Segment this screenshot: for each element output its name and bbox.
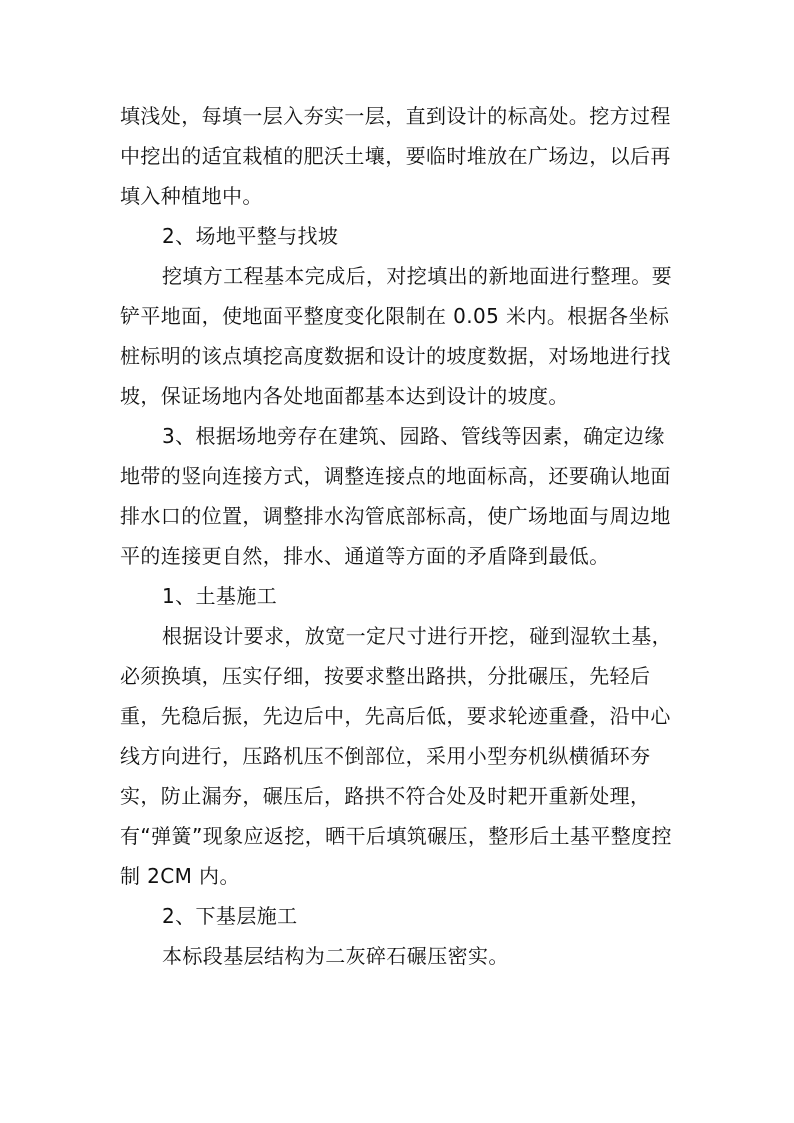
- paragraph-edge-connection: 3、根据场地旁存在建筑、园路、管线等因素，确定边缘地带的竖向连接方式，调整连接点的地面标高，还要确认地面排水口的位置，调整排水沟管底部标高，使广场地面与周边地平的连接更自然，排水、通道等方面的矛盾降到最低。: [120, 424, 671, 568]
- document-body: [120, 96, 680, 976]
- paragraph-fill-continuation: 填浅处，每填一层入夯实一层，直到设计的标高处。挖方过程中挖出的适宜栽植的肥沃土壤，要临时堆放在广场边，以后再填入种植地中。: [120, 104, 671, 208]
- section-heading-subgrade: 1、土基施工: [162, 584, 278, 608]
- section-heading-subbase: 2、下基层施工: [162, 904, 298, 928]
- paragraph-subgrade: 根据设计要求，放宽一定尺寸进行开挖，碰到湿软土基，必须换填，压实仔细，按要求整出路拱，分批碾压，先轻后重，先稳后振，先边后中，先高后低，要求轮迹重叠，沿中心线方向进行，压路机压不倒部位，采用小型夯机纵横循环夯实，防止漏夯，碾压后，路拱不符合处及时耙开重新处理，有“弹簧”现象应返挖，晒干后填筑碾压，整形后土基平整度控制 2CM 内。: [120, 624, 672, 888]
- section-heading-site-grading: 2、场地平整与找坡: [162, 224, 339, 248]
- paragraph-subbase: 本标段基层结构为二灰碎石碾压密实。: [162, 944, 509, 968]
- paragraph-site-grading: 挖填方工程基本完成后，对挖填出的新地面进行整理。要铲平地面，使地面平整度变化限制在 0.05 米内。根据各坐标桩标明的该点填挖高度数据和设计的坡度数据，对场地进行找坡，保证场地内各处地面都基本达到设计的坡度。: [120, 264, 672, 408]
